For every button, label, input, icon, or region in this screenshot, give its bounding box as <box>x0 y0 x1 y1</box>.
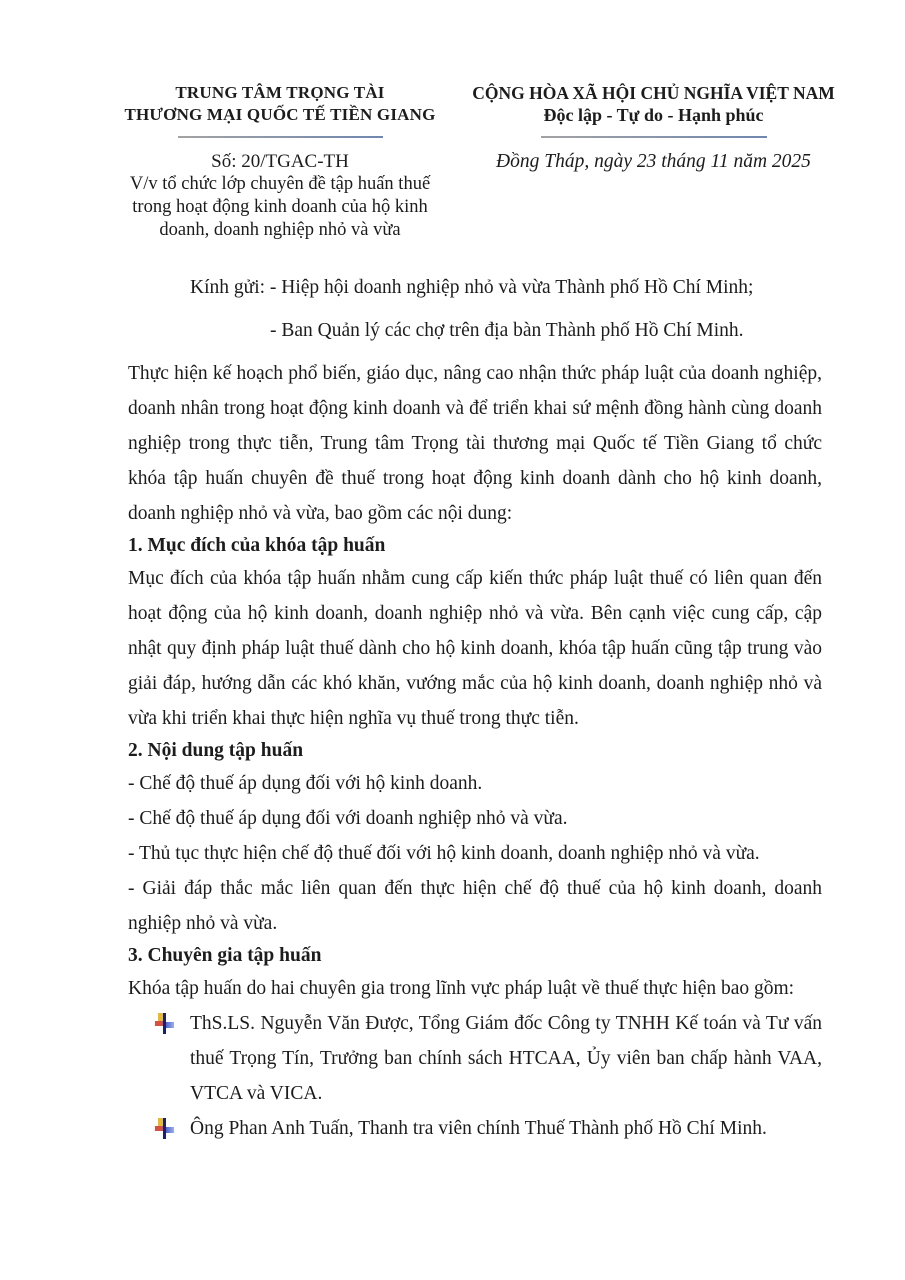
document-number: Số: 20/TGAC-TH <box>211 151 349 172</box>
national-header-block <box>452 82 855 242</box>
national-motto-line1: CỘNG HÒA XÃ HỘI CHỦ NGHĨA VIỆT NAM <box>472 83 835 103</box>
place-and-date: Đồng Tháp, ngày 23 tháng 11 năm 2025 <box>496 151 811 172</box>
header-rule-right <box>541 136 767 138</box>
document-header <box>113 82 855 242</box>
recipient-line-2: - Ban Quản lý các chợ trên địa bàn Thành phố Hồ Chí Minh. <box>270 320 744 341</box>
section-2-heading: 2. Nội dung tập huấn <box>128 740 304 761</box>
expert-bullet-item-1 <box>128 1006 822 1111</box>
issuer-name-line2: THƯƠNG MẠI QUỐC TẾ TIỀN GIANG <box>124 105 436 124</box>
document-subject-line3: doanh, doanh nghiệp nhỏ và vừa <box>159 220 401 240</box>
issuer-name-line1: TRUNG TÂM TRỌNG TÀI <box>175 83 385 102</box>
national-motto-line2: Độc lập - Tự do - Hạnh phúc <box>543 105 764 125</box>
section-1-body: Mục đích của khóa tập huấn nhằm cung cấp kiến thức pháp luật thuế có liên quan đến hoạt động của hộ kinh doanh, doanh nghiệp nhỏ và vừa. Bên cạnh việc cung cấp, cập nhật quy định pháp luật thuế dành cho hộ kinh doanh, khóa tập huấn cũng tập trung vào giải đáp, hướng dẫn các khó khăn, vướng mắc của hộ kinh doanh, doanh nghiệp nhỏ và vừa khi triển khai thực hiện nghĩa vụ thuế trong thực tiễn. <box>128 568 822 729</box>
recipient-line-1: Kính gửi: - Hiệp hội doanh nghiệp nhỏ và vừa Thành phố Hồ Chí Minh; <box>190 277 754 298</box>
document-body <box>128 270 822 1146</box>
document-subject-line2: trong hoạt động kinh doanh của hộ kinh <box>132 197 428 217</box>
header-rule-left <box>178 136 383 138</box>
training-content-item-3: - Thủ tục thực hiện chế độ thuế đối với hộ kinh doanh, doanh nghiệp nhỏ và vừa. <box>128 843 760 864</box>
colored-arrow-bullet-icon <box>155 1118 174 1139</box>
expert-description-2: Ông Phan Anh Tuấn, Thanh tra viên chính Thuế Thành phố Hồ Chí Minh. <box>190 1118 767 1139</box>
intro-paragraph: Thực hiện kế hoạch phổ biến, giáo dục, nâng cao nhận thức pháp luật của doanh nghiệp, doanh nhân trong hoạt động kinh doanh và để triển khai sứ mệnh đồng hành cùng doanh nghiệp trong thực tiễn, Trung tâm Trọng tài thương mại Quốc tế Tiền Giang tổ chức khóa tập huấn chuyên đề thuế trong hoạt động kinh doanh dành cho hộ kinh doanh, doanh nghiệp nhỏ và vừa, bao gồm các nội dung: <box>128 363 822 524</box>
training-content-item-2: - Chế độ thuế áp dụng đối với doanh nghiệp nhỏ và vừa. <box>128 808 568 829</box>
training-content-item-4: - Giải đáp thắc mắc liên quan đến thực hiện chế độ thuế của hộ kinh doanh, doanh nghiệp nhỏ và vừa. <box>128 878 822 934</box>
issuer-block <box>113 82 447 242</box>
expert-description-1: ThS.LS. Nguyễn Văn Được, Tổng Giám đốc Công ty TNHH Kế toán và Tư vấn thuế Trọng Tín, Trưởng ban chính sách HTCAA, Ủy viên ban chấp hành VAA, VTCA và VICA. <box>190 1013 822 1104</box>
training-content-item-1: - Chế độ thuế áp dụng đối với hộ kinh doanh. <box>128 773 483 794</box>
section-3-intro: Khóa tập huấn do hai chuyên gia trong lĩnh vực pháp luật về thuế thực hiện bao gồm: <box>128 978 795 999</box>
section-1-heading: 1. Mục đích của khóa tập huấn <box>128 535 386 556</box>
colored-arrow-bullet-icon <box>155 1013 174 1034</box>
section-3-heading: 3. Chuyên gia tập huấn <box>128 945 322 966</box>
expert-bullet-item-2 <box>128 1111 822 1146</box>
document-subject-line1: V/v tổ chức lớp chuyên đề tập huấn thuế <box>129 174 431 194</box>
